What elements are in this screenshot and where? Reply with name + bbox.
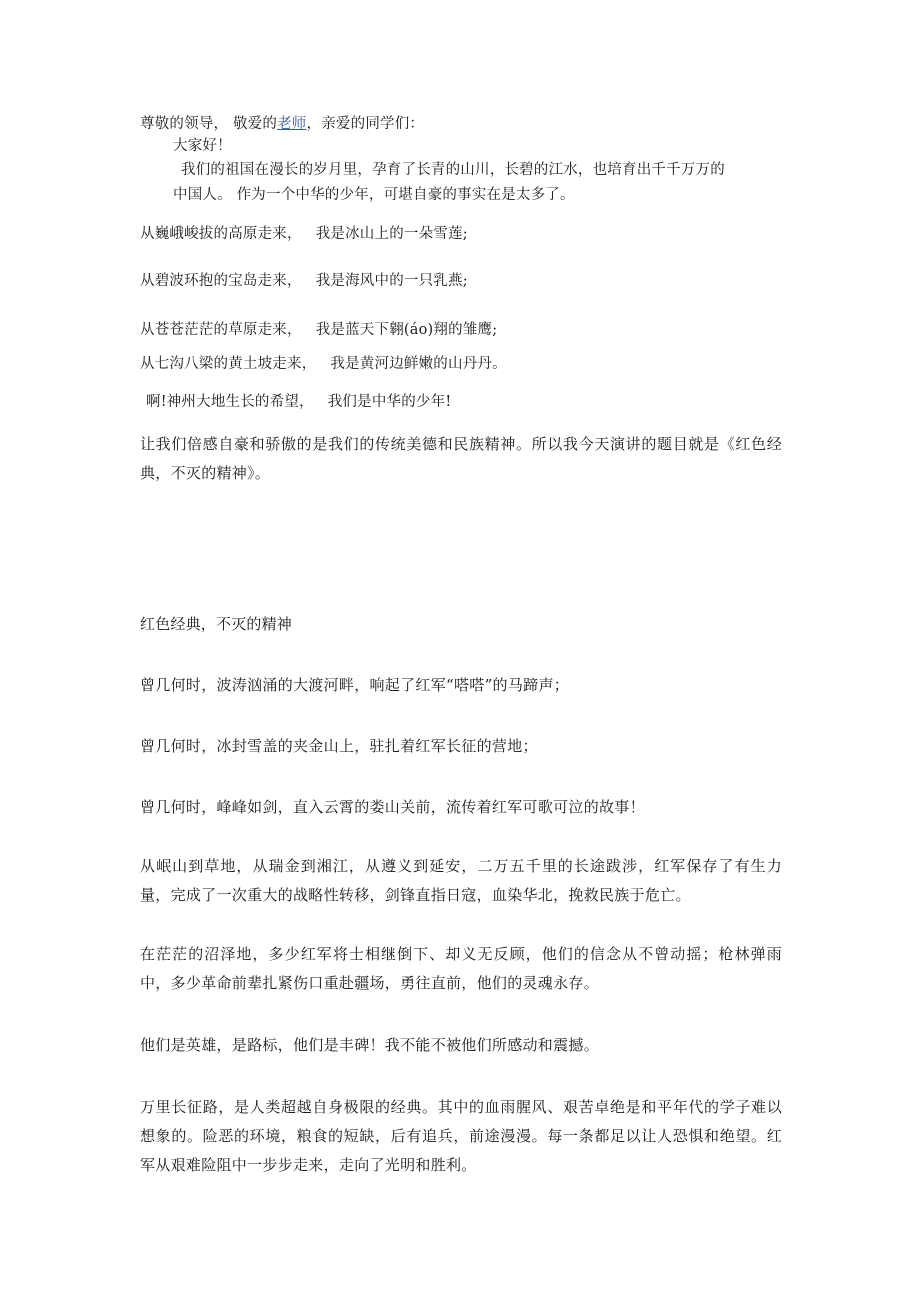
hello-line: 大家好！ [173,138,232,154]
poem-line [140,224,468,244]
poem-is: 我是海风中的一只乳燕; [315,273,468,289]
poem-line [146,392,451,412]
body-paragraph: 他们是英雄，是路标，他们是丰碑！我不能不被他们所感动和震撼。 [140,1036,600,1054]
speech-title: 红色经典，不灭的精神 [140,615,293,633]
poem-is: 我是冰山上的一朵雪莲; [315,226,468,242]
poem-from: 从苍苍茫茫的草原走来， [140,322,302,338]
poem-is: 我是黄河边鲜嫩的山丹丹。 [330,356,507,372]
intro-line-2: 中国人。 作为一个中华的少年，可堪自豪的事实在是太多了。 [173,187,575,203]
poem-is: 我们是中华的少年! [327,394,452,410]
poem-line [140,271,468,291]
intro-line-1: 我们的祖国在漫长的岁月里，孕育了长青的山川，长碧的江水，也培育出千千万万的 [181,162,725,178]
body-paragraph: 曾几何时，峰峰如剑，直入云霄的娄山关前，流传着红军可歌可泣的故事！ [140,798,645,816]
poem-from: 从巍峨峻拔的高原走来， [140,226,302,242]
body-paragraph: 万里长征路，是人类超越自身极限的经典。其中的血雨腥风、艰苦卓绝是和平年代的学子难以想象的。险恶的环境，粮食的短缺，后有追兵，前途漫漫。每一条都足以让人恐惧和绝望。红军从艰难险阻中一步步走来，走向了光明和胜利。 [140,1098,782,1174]
poem-from: 从碧波环抱的宝岛走来， [140,273,302,289]
body-paragraph: 从岷山到草地，从瑞金到湘江，从遵义到延安，二万五千里的长途跋涉，红军保存了有生力量，完成了一次重大的战略性转移，剑锋直指日寇，血染华北，挽救民族于危亡。 [140,857,782,904]
body-paragraph: 在茫茫的沼泽地，多少红军将士相继倒下、却义无反顾，他们的信念从不曾动摇；枪林弹雨中，多少革命前辈扎紧伤口重赴疆场，勇往直前，他们的灵魂永存。 [140,945,782,992]
greeting-line [140,114,424,134]
poem-from: 啊!神州大地生长的希望， [146,394,314,410]
poem-from: 从七沟八梁的黄土坡走来， [140,356,317,372]
greeting-prefix: 尊敬的领导， 敬爱的 [140,116,278,132]
greeting-suffix: ，亲爱的同学们： [306,116,425,132]
body-paragraph: 曾几何时，波涛汹涌的大渡河畔，响起了红军“嗒嗒”的马蹄声； [140,676,570,694]
poem-line [140,320,497,340]
body-paragraph: 曾几何时，冰封雪盖的夹金山上，驻扎着红军长征的营地； [140,737,538,755]
topic-intro-paragraph: 让我们倍感自豪和骄傲的是我们的传统美德和民族精神。所以我今天演讲的题目就是《红色经典，不灭的精神》。 [140,435,782,482]
poem-is: 我是蓝天下翱(áo)翔的雏鹰; [315,322,498,338]
poem-line [140,354,507,374]
teacher-link[interactable]: 老师 [277,116,307,132]
